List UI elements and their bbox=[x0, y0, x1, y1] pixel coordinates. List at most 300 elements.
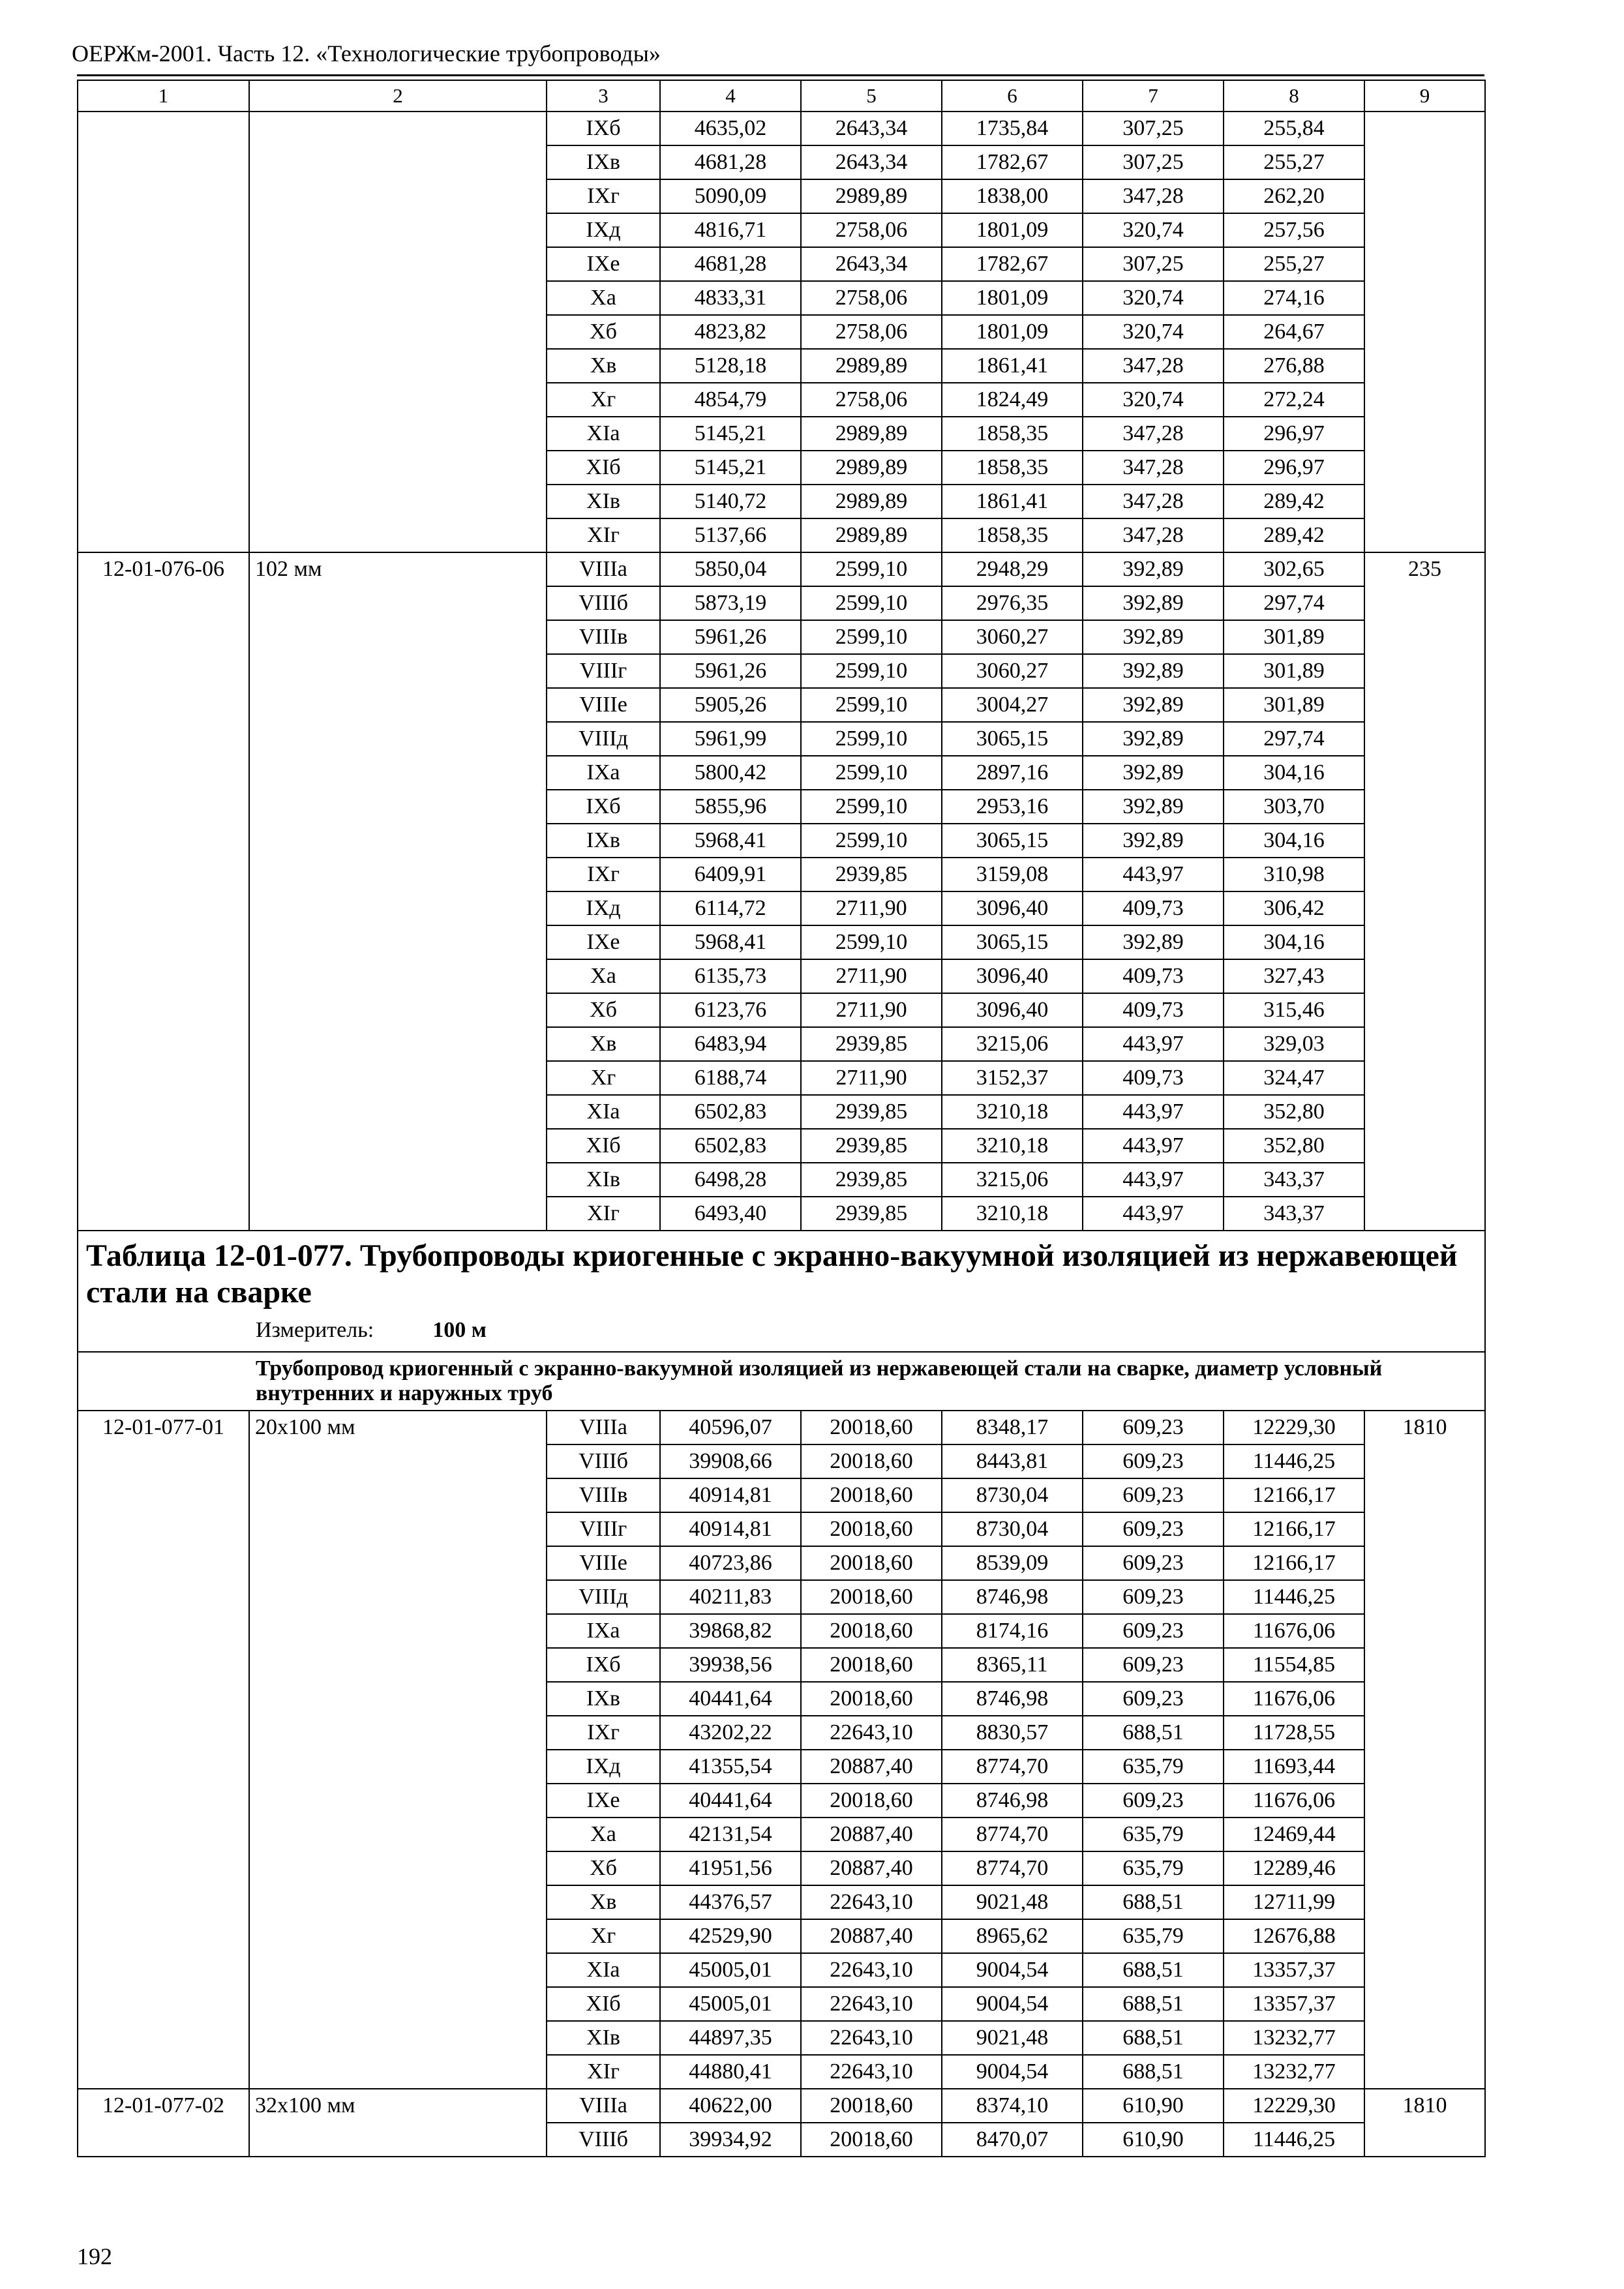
price-table bbox=[77, 80, 1486, 2157]
value-cell: 257,56 bbox=[1224, 213, 1364, 247]
value-cell: 2758,06 bbox=[801, 281, 942, 315]
value-cell: 635,79 bbox=[1083, 1919, 1224, 1953]
value-cell: 352,80 bbox=[1224, 1095, 1364, 1129]
value-cell: 8470,07 bbox=[942, 2123, 1083, 2157]
value-cell: 3152,37 bbox=[942, 1061, 1083, 1095]
value-cell: 392,89 bbox=[1083, 654, 1224, 688]
value-cell: 5961,26 bbox=[660, 620, 801, 654]
work-description: Трубопровод криогенный с экранно-вакуумной изоляцией из нержавеющей стали на сварке, диаметр условный внутренних и наружных труб bbox=[78, 1352, 1485, 1411]
value-cell: 8443,81 bbox=[942, 1444, 1083, 1478]
value-cell: 443,97 bbox=[1083, 1095, 1224, 1129]
value-cell: 609,23 bbox=[1083, 1784, 1224, 1818]
value-cell: 5145,21 bbox=[660, 451, 801, 485]
value-cell: 22643,10 bbox=[801, 1953, 942, 1987]
value-cell: 45005,01 bbox=[660, 1953, 801, 1987]
value-cell: 609,23 bbox=[1083, 1512, 1224, 1546]
measure-line bbox=[86, 1317, 1477, 1343]
value-cell: 1838,00 bbox=[942, 179, 1083, 213]
value-cell: 320,74 bbox=[1083, 281, 1224, 315]
value-cell: 5961,99 bbox=[660, 722, 801, 756]
value-cell: 8539,09 bbox=[942, 1546, 1083, 1580]
value-cell: 13232,77 bbox=[1224, 2021, 1364, 2055]
value-cell: 1801,09 bbox=[942, 281, 1083, 315]
value-cell: 264,67 bbox=[1224, 315, 1364, 349]
zone-cell: VIIIв bbox=[547, 620, 660, 654]
value-cell: 343,37 bbox=[1224, 1163, 1364, 1197]
value-cell: 352,80 bbox=[1224, 1129, 1364, 1163]
zone-cell: IXг bbox=[547, 179, 660, 213]
value-cell: 409,73 bbox=[1083, 993, 1224, 1027]
value-cell: 1801,09 bbox=[942, 315, 1083, 349]
column-number-row bbox=[78, 80, 1485, 112]
table-row bbox=[78, 552, 1485, 586]
size-cell: 32x100 мм bbox=[249, 2089, 547, 2157]
value-cell: 12229,30 bbox=[1224, 2089, 1364, 2123]
value-cell: 409,73 bbox=[1083, 1061, 1224, 1095]
value-cell: 39938,56 bbox=[660, 1648, 801, 1682]
value-cell: 43202,22 bbox=[660, 1716, 801, 1750]
zone-cell: IXв bbox=[547, 1682, 660, 1716]
value-cell: 635,79 bbox=[1083, 1750, 1224, 1784]
value-cell: 2989,89 bbox=[801, 518, 942, 552]
value-cell: 688,51 bbox=[1083, 1716, 1224, 1750]
rate-code-cell: 12-01-077-02 bbox=[78, 2089, 249, 2157]
value-cell: 41951,56 bbox=[660, 1851, 801, 1885]
value-cell: 8774,70 bbox=[942, 1750, 1083, 1784]
value-cell: 4816,71 bbox=[660, 213, 801, 247]
zone-cell: IXб bbox=[547, 790, 660, 824]
value-cell: 610,90 bbox=[1083, 2089, 1224, 2123]
zone-cell: VIIIб bbox=[547, 2123, 660, 2157]
value-cell: 2643,34 bbox=[801, 247, 942, 281]
zone-cell: VIIIа bbox=[547, 552, 660, 586]
value-cell: 2939,85 bbox=[801, 858, 942, 891]
zone-cell: XIв bbox=[547, 485, 660, 518]
zone-cell: XIг bbox=[547, 1197, 660, 1231]
value-cell: 2599,10 bbox=[801, 586, 942, 620]
value-cell: 392,89 bbox=[1083, 620, 1224, 654]
column-number: 6 bbox=[942, 80, 1083, 112]
value-cell: 5090,09 bbox=[660, 179, 801, 213]
value-cell: 329,03 bbox=[1224, 1027, 1364, 1061]
value-cell: 40441,64 bbox=[660, 1682, 801, 1716]
value-cell: 688,51 bbox=[1083, 1885, 1224, 1919]
table-title-row bbox=[78, 1231, 1485, 1352]
value-cell: 12676,88 bbox=[1224, 1919, 1364, 1953]
value-cell: 343,37 bbox=[1224, 1197, 1364, 1231]
column-number: 7 bbox=[1083, 80, 1224, 112]
value-cell: 20018,60 bbox=[801, 1614, 942, 1648]
value-cell: 2643,34 bbox=[801, 145, 942, 179]
value-cell: 12166,17 bbox=[1224, 1512, 1364, 1546]
value-cell: 11554,85 bbox=[1224, 1648, 1364, 1682]
value-cell: 610,90 bbox=[1083, 2123, 1224, 2157]
value-cell: 3210,18 bbox=[942, 1197, 1083, 1231]
value-cell: 297,74 bbox=[1224, 722, 1364, 756]
value-cell: 347,28 bbox=[1083, 485, 1224, 518]
value-cell: 5905,26 bbox=[660, 688, 801, 722]
value-cell: 11728,55 bbox=[1224, 1716, 1364, 1750]
value-cell: 392,89 bbox=[1083, 756, 1224, 790]
value-cell: 5800,42 bbox=[660, 756, 801, 790]
value-cell: 1824,49 bbox=[942, 383, 1083, 417]
rate-code-cell: 12-01-076-06 bbox=[78, 552, 249, 1231]
value-cell: 2599,10 bbox=[801, 824, 942, 858]
value-cell: 3065,15 bbox=[942, 824, 1083, 858]
value-cell: 41355,54 bbox=[660, 1750, 801, 1784]
zone-cell: IXв bbox=[547, 145, 660, 179]
value-cell: 2939,85 bbox=[801, 1163, 942, 1197]
value-cell: 8730,04 bbox=[942, 1478, 1083, 1512]
value-cell: 2989,89 bbox=[801, 417, 942, 451]
value-cell: 20018,60 bbox=[801, 2123, 942, 2157]
table-row bbox=[78, 1411, 1485, 1444]
mass-cell: 1810 bbox=[1364, 2089, 1485, 2157]
value-cell: 1858,35 bbox=[942, 417, 1083, 451]
value-cell: 443,97 bbox=[1083, 1197, 1224, 1231]
value-cell: 22643,10 bbox=[801, 2021, 942, 2055]
value-cell: 2989,89 bbox=[801, 485, 942, 518]
value-cell: 274,16 bbox=[1224, 281, 1364, 315]
value-cell: 8774,70 bbox=[942, 1851, 1083, 1885]
value-cell: 635,79 bbox=[1083, 1818, 1224, 1851]
value-cell: 609,23 bbox=[1083, 1444, 1224, 1478]
value-cell: 45005,01 bbox=[660, 1987, 801, 2021]
value-cell: 22643,10 bbox=[801, 2055, 942, 2089]
value-cell: 310,98 bbox=[1224, 858, 1364, 891]
value-cell: 13232,77 bbox=[1224, 2055, 1364, 2089]
value-cell: 9021,48 bbox=[942, 2021, 1083, 2055]
value-cell: 272,24 bbox=[1224, 383, 1364, 417]
value-cell: 443,97 bbox=[1083, 1027, 1224, 1061]
value-cell: 297,74 bbox=[1224, 586, 1364, 620]
table-row bbox=[78, 2089, 1485, 2123]
zone-cell: XIб bbox=[547, 451, 660, 485]
value-cell: 2599,10 bbox=[801, 552, 942, 586]
value-cell: 609,23 bbox=[1083, 1478, 1224, 1512]
value-cell: 327,43 bbox=[1224, 959, 1364, 993]
value-cell: 11446,25 bbox=[1224, 1580, 1364, 1614]
value-cell: 3215,06 bbox=[942, 1163, 1083, 1197]
value-cell: 347,28 bbox=[1083, 417, 1224, 451]
value-cell: 301,89 bbox=[1224, 654, 1364, 688]
zone-cell: VIIIб bbox=[547, 586, 660, 620]
zone-cell: XIа bbox=[547, 1953, 660, 1987]
value-cell: 44880,41 bbox=[660, 2055, 801, 2089]
value-cell: 3004,27 bbox=[942, 688, 1083, 722]
zone-cell: XIг bbox=[547, 518, 660, 552]
value-cell: 5855,96 bbox=[660, 790, 801, 824]
value-cell: 9004,54 bbox=[942, 1987, 1083, 2021]
mass-cell: 235 bbox=[1364, 552, 1485, 1231]
zone-cell: Xб bbox=[547, 1851, 660, 1885]
value-cell: 324,47 bbox=[1224, 1061, 1364, 1095]
value-cell: 8348,17 bbox=[942, 1411, 1083, 1444]
value-cell: 2758,06 bbox=[801, 315, 942, 349]
value-cell: 609,23 bbox=[1083, 1682, 1224, 1716]
value-cell: 11446,25 bbox=[1224, 2123, 1364, 2157]
value-cell: 304,16 bbox=[1224, 824, 1364, 858]
zone-cell: IXб bbox=[547, 1648, 660, 1682]
value-cell: 40596,07 bbox=[660, 1411, 801, 1444]
value-cell: 3210,18 bbox=[942, 1129, 1083, 1163]
value-cell: 2643,34 bbox=[801, 112, 942, 145]
value-cell: 4833,31 bbox=[660, 281, 801, 315]
value-cell: 8365,11 bbox=[942, 1648, 1083, 1682]
value-cell: 22643,10 bbox=[801, 1716, 942, 1750]
value-cell: 296,97 bbox=[1224, 451, 1364, 485]
column-number: 2 bbox=[249, 80, 547, 112]
value-cell: 40723,86 bbox=[660, 1546, 801, 1580]
value-cell: 1858,35 bbox=[942, 451, 1083, 485]
zone-cell: VIIIе bbox=[547, 1546, 660, 1580]
zone-cell: Xв bbox=[547, 1885, 660, 1919]
rate-code-cell bbox=[78, 112, 249, 552]
value-cell: 2599,10 bbox=[801, 722, 942, 756]
value-cell: 39934,92 bbox=[660, 2123, 801, 2157]
value-cell: 6493,40 bbox=[660, 1197, 801, 1231]
value-cell: 8374,10 bbox=[942, 2089, 1083, 2123]
value-cell: 688,51 bbox=[1083, 1987, 1224, 2021]
value-cell: 276,88 bbox=[1224, 349, 1364, 383]
value-cell: 306,42 bbox=[1224, 891, 1364, 925]
value-cell: 40622,00 bbox=[660, 2089, 801, 2123]
value-cell: 3060,27 bbox=[942, 620, 1083, 654]
value-cell: 392,89 bbox=[1083, 586, 1224, 620]
value-cell: 1861,41 bbox=[942, 349, 1083, 383]
rate-code-cell: 12-01-077-01 bbox=[78, 1411, 249, 2089]
value-cell: 1801,09 bbox=[942, 213, 1083, 247]
zone-cell: VIIIг bbox=[547, 1512, 660, 1546]
value-cell: 2599,10 bbox=[801, 925, 942, 959]
zone-cell: IXа bbox=[547, 1614, 660, 1648]
value-cell: 3159,08 bbox=[942, 858, 1083, 891]
value-cell: 6483,94 bbox=[660, 1027, 801, 1061]
value-cell: 302,65 bbox=[1224, 552, 1364, 586]
value-cell: 9004,54 bbox=[942, 2055, 1083, 2089]
value-cell: 20018,60 bbox=[801, 1784, 942, 1818]
zone-cell: IXг bbox=[547, 858, 660, 891]
value-cell: 2599,10 bbox=[801, 756, 942, 790]
value-cell: 443,97 bbox=[1083, 1129, 1224, 1163]
zone-cell: Xб bbox=[547, 993, 660, 1027]
zone-cell: Xг bbox=[547, 383, 660, 417]
column-number: 4 bbox=[660, 80, 801, 112]
value-cell: 9004,54 bbox=[942, 1953, 1083, 1987]
value-cell: 2711,90 bbox=[801, 891, 942, 925]
value-cell: 2953,16 bbox=[942, 790, 1083, 824]
value-cell: 1782,67 bbox=[942, 247, 1083, 281]
value-cell: 20018,60 bbox=[801, 1546, 942, 1580]
value-cell: 13357,37 bbox=[1224, 1987, 1364, 2021]
value-cell: 20887,40 bbox=[801, 1851, 942, 1885]
column-number: 1 bbox=[78, 80, 249, 112]
zone-cell: VIIIв bbox=[547, 1478, 660, 1512]
value-cell: 2711,90 bbox=[801, 1061, 942, 1095]
value-cell: 5128,18 bbox=[660, 349, 801, 383]
page-number: 192 bbox=[77, 2243, 112, 2269]
value-cell: 8830,57 bbox=[942, 1716, 1083, 1750]
value-cell: 20887,40 bbox=[801, 1818, 942, 1851]
value-cell: 3210,18 bbox=[942, 1095, 1083, 1129]
value-cell: 635,79 bbox=[1083, 1851, 1224, 1885]
zone-cell: IXб bbox=[547, 112, 660, 145]
value-cell: 5968,41 bbox=[660, 925, 801, 959]
value-cell: 12469,44 bbox=[1224, 1818, 1364, 1851]
zone-cell: XIа bbox=[547, 417, 660, 451]
value-cell: 6498,28 bbox=[660, 1163, 801, 1197]
zone-cell: IXв bbox=[547, 824, 660, 858]
value-cell: 2939,85 bbox=[801, 1129, 942, 1163]
value-cell: 2976,35 bbox=[942, 586, 1083, 620]
size-cell: 102 мм bbox=[249, 552, 547, 1231]
value-cell: 11676,06 bbox=[1224, 1784, 1364, 1818]
value-cell: 392,89 bbox=[1083, 790, 1224, 824]
value-cell: 13357,37 bbox=[1224, 1953, 1364, 1987]
zone-cell: IXе bbox=[547, 1784, 660, 1818]
value-cell: 40914,81 bbox=[660, 1512, 801, 1546]
value-cell: 609,23 bbox=[1083, 1580, 1224, 1614]
value-cell: 1735,84 bbox=[942, 112, 1083, 145]
value-cell: 20018,60 bbox=[801, 1512, 942, 1546]
value-cell: 11676,06 bbox=[1224, 1682, 1364, 1716]
value-cell: 2989,89 bbox=[801, 451, 942, 485]
value-cell: 40211,83 bbox=[660, 1580, 801, 1614]
value-cell: 12711,99 bbox=[1224, 1885, 1364, 1919]
header-rule bbox=[77, 74, 1484, 76]
zone-cell: VIIIб bbox=[547, 1444, 660, 1478]
value-cell: 2989,89 bbox=[801, 349, 942, 383]
measure-value: 100 м bbox=[432, 1318, 487, 1342]
zone-cell: IXд bbox=[547, 891, 660, 925]
value-cell: 20018,60 bbox=[801, 1478, 942, 1512]
value-cell: 4681,28 bbox=[660, 247, 801, 281]
value-cell: 2599,10 bbox=[801, 620, 942, 654]
zone-cell: VIIIе bbox=[547, 688, 660, 722]
value-cell: 347,28 bbox=[1083, 451, 1224, 485]
value-cell: 4635,02 bbox=[660, 112, 801, 145]
value-cell: 1858,35 bbox=[942, 518, 1083, 552]
zone-cell: Xг bbox=[547, 1919, 660, 1953]
value-cell: 20887,40 bbox=[801, 1750, 942, 1784]
value-cell: 3096,40 bbox=[942, 959, 1083, 993]
value-cell: 392,89 bbox=[1083, 824, 1224, 858]
value-cell: 40441,64 bbox=[660, 1784, 801, 1818]
value-cell: 20018,60 bbox=[801, 1444, 942, 1478]
value-cell: 12289,46 bbox=[1224, 1851, 1364, 1885]
zone-cell: VIIIд bbox=[547, 1580, 660, 1614]
value-cell: 2939,85 bbox=[801, 1197, 942, 1231]
value-cell: 320,74 bbox=[1083, 213, 1224, 247]
value-cell: 8730,04 bbox=[942, 1512, 1083, 1546]
value-cell: 39868,82 bbox=[660, 1614, 801, 1648]
value-cell: 392,89 bbox=[1083, 722, 1224, 756]
value-cell: 4854,79 bbox=[660, 383, 801, 417]
value-cell: 42529,90 bbox=[660, 1919, 801, 1953]
table-row bbox=[78, 112, 1485, 145]
value-cell: 347,28 bbox=[1083, 518, 1224, 552]
value-cell: 255,84 bbox=[1224, 112, 1364, 145]
zone-cell: XIв bbox=[547, 2021, 660, 2055]
value-cell: 6188,74 bbox=[660, 1061, 801, 1095]
value-cell: 2939,85 bbox=[801, 1027, 942, 1061]
column-number: 5 bbox=[801, 80, 942, 112]
value-cell: 22643,10 bbox=[801, 1987, 942, 2021]
zone-cell: XIа bbox=[547, 1095, 660, 1129]
table-title: Таблица 12-01-077. Трубопроводы криогенные с экранно-вакуумной изоляцией из нержавеющей стали на сварке bbox=[86, 1238, 1458, 1309]
value-cell: 347,28 bbox=[1083, 349, 1224, 383]
value-cell: 11446,25 bbox=[1224, 1444, 1364, 1478]
value-cell: 2948,29 bbox=[942, 552, 1083, 586]
value-cell: 44897,35 bbox=[660, 2021, 801, 2055]
value-cell: 255,27 bbox=[1224, 145, 1364, 179]
zone-cell: Xб bbox=[547, 315, 660, 349]
value-cell: 5968,41 bbox=[660, 824, 801, 858]
zone-cell: VIIIг bbox=[547, 654, 660, 688]
value-cell: 609,23 bbox=[1083, 1648, 1224, 1682]
value-cell: 8774,70 bbox=[942, 1818, 1083, 1851]
value-cell: 20018,60 bbox=[801, 1648, 942, 1682]
value-cell: 6502,83 bbox=[660, 1095, 801, 1129]
table-title-cell bbox=[78, 1231, 1485, 1352]
value-cell: 3215,06 bbox=[942, 1027, 1083, 1061]
value-cell: 6114,72 bbox=[660, 891, 801, 925]
value-cell: 11693,44 bbox=[1224, 1750, 1364, 1784]
value-cell: 11676,06 bbox=[1224, 1614, 1364, 1648]
zone-cell: XIг bbox=[547, 2055, 660, 2089]
zone-cell: XIв bbox=[547, 1163, 660, 1197]
zone-cell: XIб bbox=[547, 1987, 660, 2021]
value-cell: 409,73 bbox=[1083, 891, 1224, 925]
value-cell: 4681,28 bbox=[660, 145, 801, 179]
value-cell: 5873,19 bbox=[660, 586, 801, 620]
zone-cell: VIIIа bbox=[547, 2089, 660, 2123]
value-cell: 8746,98 bbox=[942, 1580, 1083, 1614]
value-cell: 304,16 bbox=[1224, 925, 1364, 959]
value-cell: 12229,30 bbox=[1224, 1411, 1364, 1444]
value-cell: 307,25 bbox=[1083, 112, 1224, 145]
value-cell: 2897,16 bbox=[942, 756, 1083, 790]
value-cell: 301,89 bbox=[1224, 620, 1364, 654]
value-cell: 6409,91 bbox=[660, 858, 801, 891]
value-cell: 8746,98 bbox=[942, 1784, 1083, 1818]
value-cell: 3096,40 bbox=[942, 993, 1083, 1027]
value-cell: 2599,10 bbox=[801, 654, 942, 688]
value-cell: 42131,54 bbox=[660, 1818, 801, 1851]
zone-cell: VIIIа bbox=[547, 1411, 660, 1444]
value-cell: 304,16 bbox=[1224, 756, 1364, 790]
zone-cell: IXд bbox=[547, 213, 660, 247]
running-header: ОЕРЖм-2001. Часть 12. «Технологические трубопроводы» bbox=[72, 40, 661, 67]
value-cell: 2989,89 bbox=[801, 179, 942, 213]
column-number: 9 bbox=[1364, 80, 1485, 112]
value-cell: 6502,83 bbox=[660, 1129, 801, 1163]
value-cell: 8174,16 bbox=[942, 1614, 1083, 1648]
value-cell: 20018,60 bbox=[801, 2089, 942, 2123]
size-cell bbox=[249, 112, 547, 552]
value-cell: 1861,41 bbox=[942, 485, 1083, 518]
value-cell: 12166,17 bbox=[1224, 1478, 1364, 1512]
value-cell: 3096,40 bbox=[942, 891, 1083, 925]
value-cell: 301,89 bbox=[1224, 688, 1364, 722]
zone-cell: Xв bbox=[547, 1027, 660, 1061]
value-cell: 307,25 bbox=[1083, 247, 1224, 281]
value-cell: 3060,27 bbox=[942, 654, 1083, 688]
value-cell: 8965,62 bbox=[942, 1919, 1083, 1953]
value-cell: 6123,76 bbox=[660, 993, 801, 1027]
value-cell: 5140,72 bbox=[660, 485, 801, 518]
zone-cell: XIб bbox=[547, 1129, 660, 1163]
